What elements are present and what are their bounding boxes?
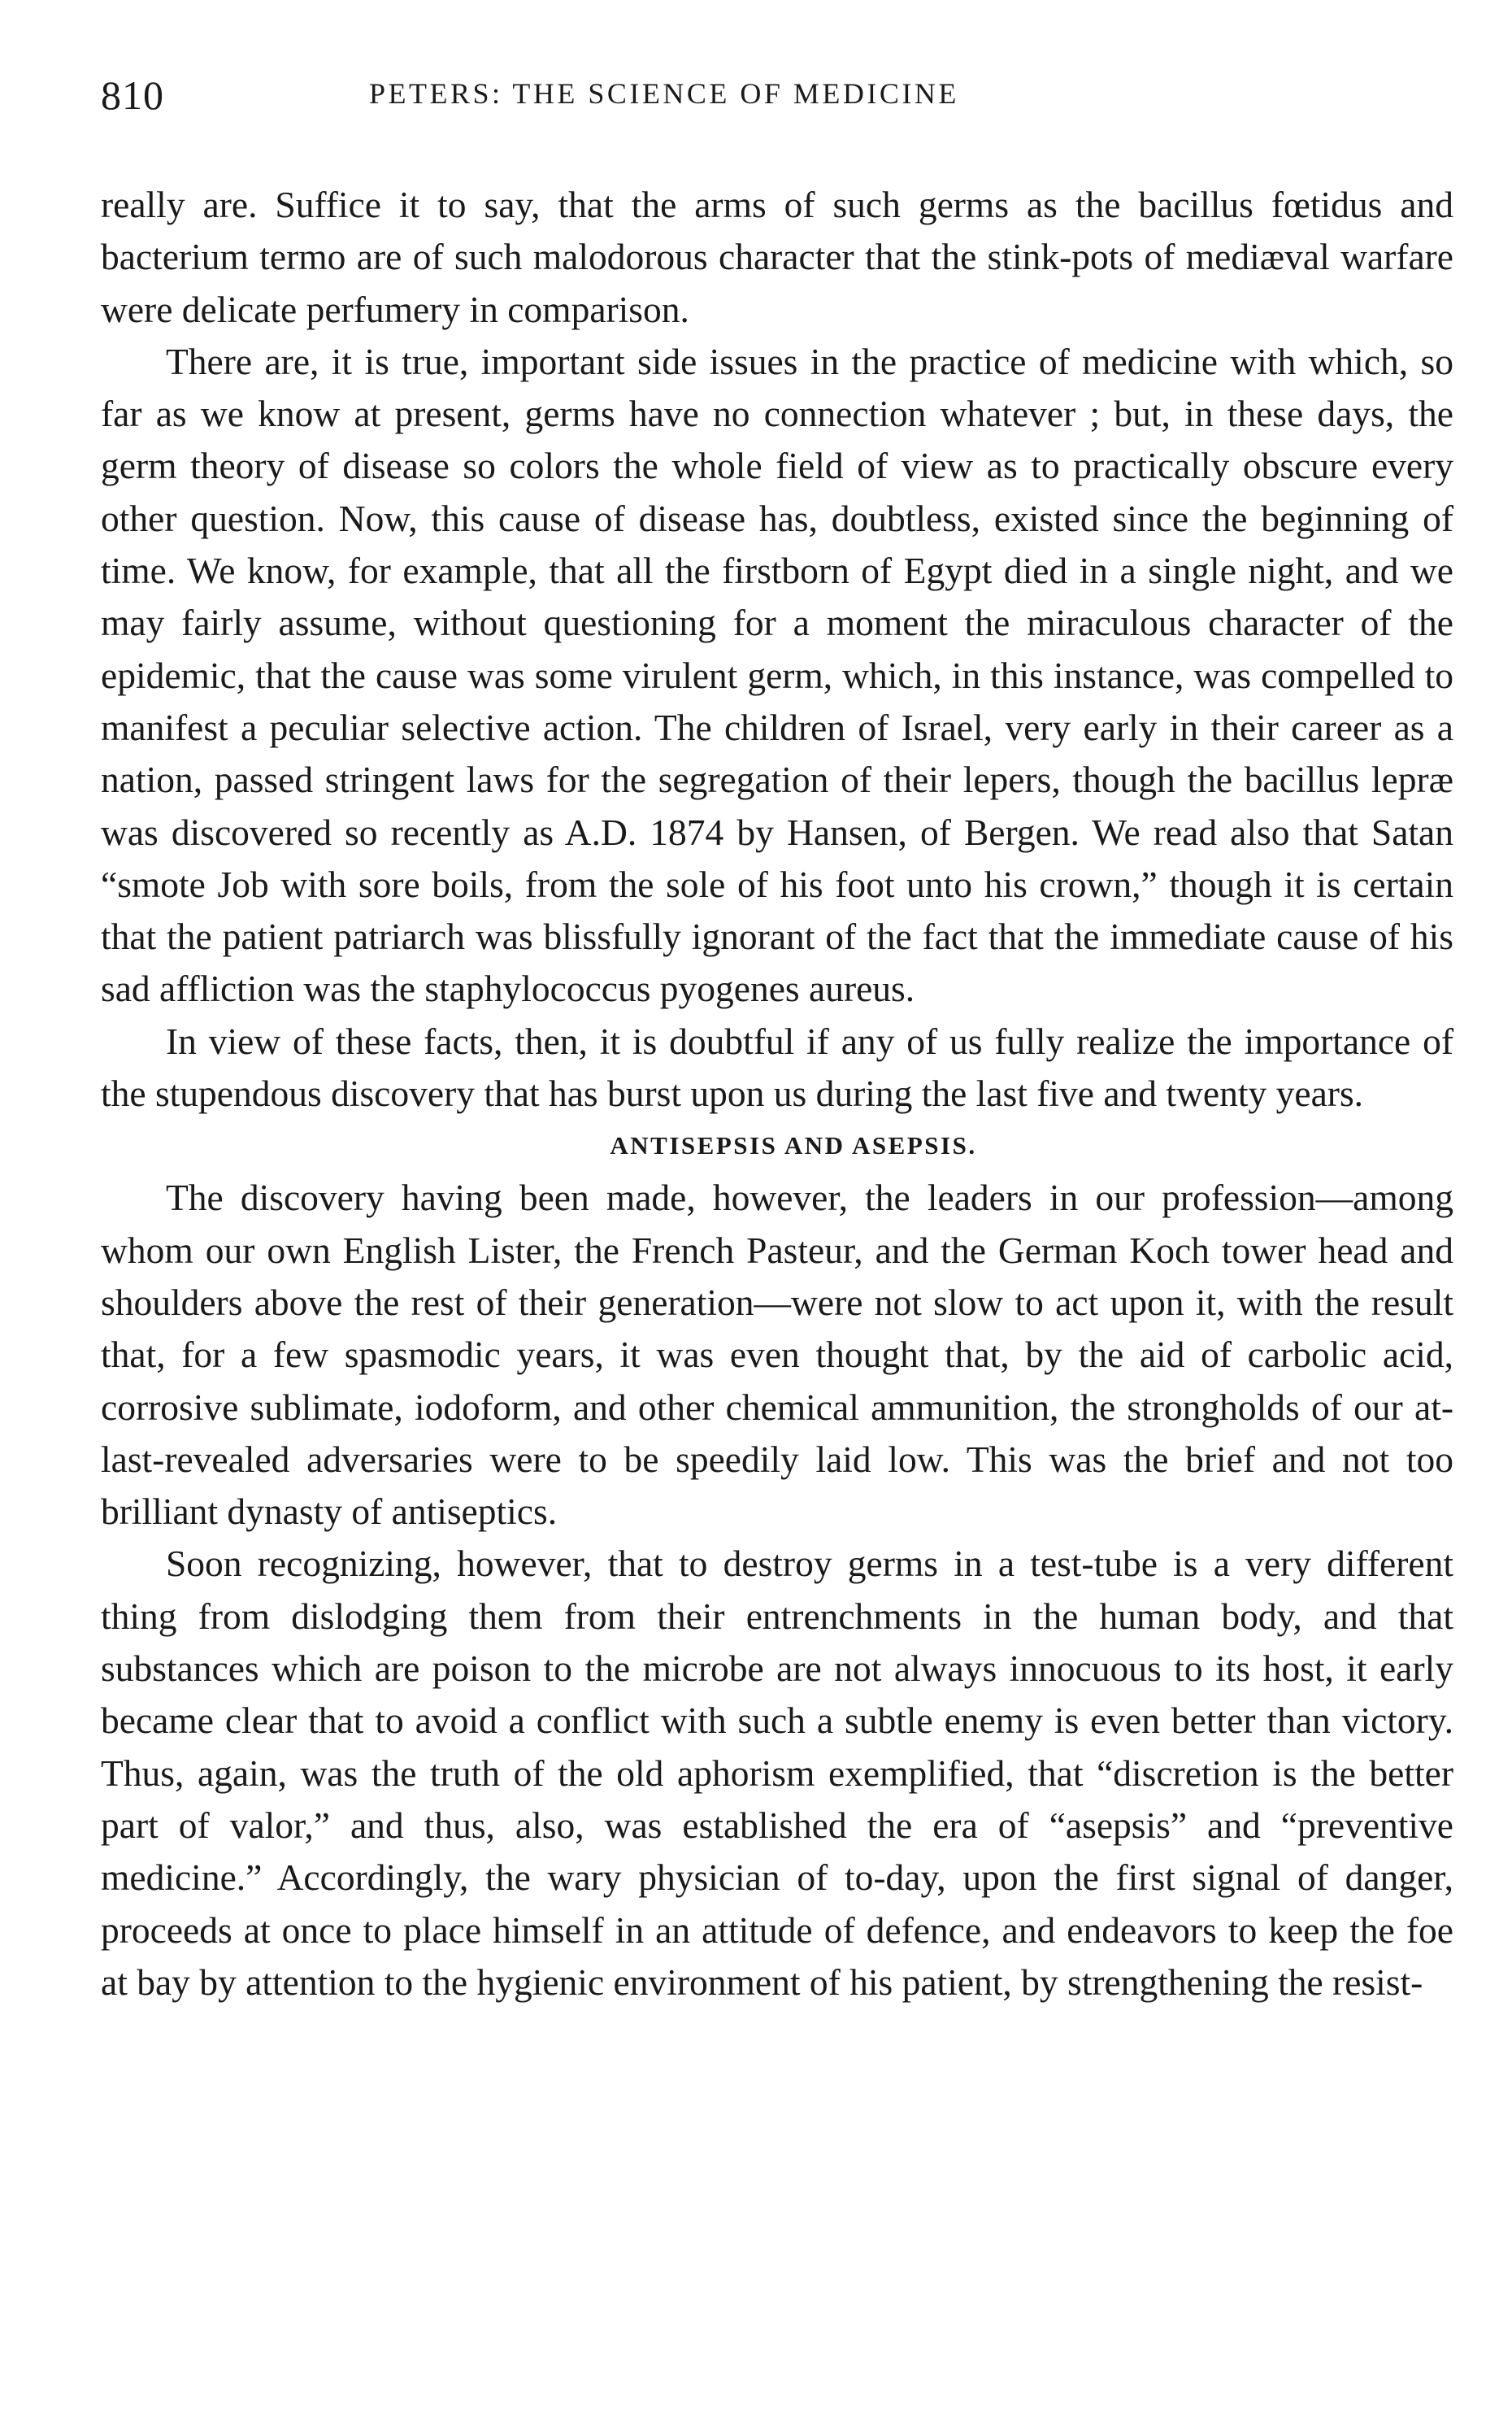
- paragraph-stupendous-discovery: In view of these facts, then, it is doubtful if any of us fully realize the importance of the stupendous discovery that has burst upon us during the last five and twenty years.: [101, 1020, 1453, 1115]
- book-page: [101, 67, 1453, 2009]
- section-heading: ANTISEPSIS AND ASEPSIS.: [610, 1131, 977, 1160]
- running-title: PETERS: THE SCIENCE OF MEDICINE: [369, 77, 959, 110]
- paragraph-side-issues: There are, it is true, important side issues in the practice of medicine with which, so far as we know at present, germs have no connection whatever ; but, in these days, the germ theory of disease so colors the whole field of view as to practically obscure every other question. Now, this cause of disease has, doubtless, existed since the beginning of time. We know, for example, that all the firstborn of Egypt died in a single night, and we may fairly assume, without questioning for a moment the miraculous character of the epidemic, that the cause was some virulent germ, which, in this instance, was compelled to manifest a peculiar selective action. The children of Israel, very early in their career as a nation, passed stringent laws for the segregation of their lepers, though the bacillus lepræ was discovered so recently as A.D. 1874 by Hansen, of Bergen. We read also that Satan “smote Job with sore boils, from the sole of his foot unto his crown,” though it is certain that the patient patriarch was blissfully ignorant of the fact that the immediate cause of his sad affliction was the staphylococcus pyogenes aureus.: [101, 340, 1453, 1010]
- paragraph-asepsis: Soon recognizing, however, that to destroy germs in a test-tube is a very different thing from dislodging them from their entrenchments in the human body, and that substances which are poison to the microbe are not always innocuous to its host, it early became clear that to avoid a conflict with such a subtle enemy is even better than victory. Thus, again, was the truth of the old aphorism exemplified, that “discretion is the better part of valor,” and thus, also, was established the era of “asepsis” and “preventive medicine.” Accordingly, the wary physician of to-day, upon the first signal of danger, proceeds at once to place himself in an attitude of defence, and endeavors to keep the foe at bay by attention to the hygienic environment of his patient, by strengthening the resist-: [101, 1543, 1453, 2003]
- page-number: 810: [101, 72, 164, 118]
- paragraph-antiseptics: The discovery having been made, however, the leaders in our profession—among whom our own English Lister, the French Pasteur, and the German Koch tower head and shoulders above the rest of their generation—were not slow to act upon it, with the result that, for a few spasmodic years, it was even thought that, by the aid of carbolic acid, corrosive sublimate, iodoform, and other chemical ammunition, the strongholds of our at-last-revealed adversaries were to be speedily laid low. This was the brief and not too brilliant dynasty of antiseptics.: [101, 1177, 1453, 1533]
- running-head: [101, 67, 1453, 128]
- paragraph-continued: really are. Suffice it to say, that the arms of such germs as the bacillus fœtidus and bacterium termo are of such malodorous character that the stink-pots of mediæval warfare were delicate perfumery in comparison.: [101, 184, 1453, 330]
- body-text: [101, 179, 1453, 2009]
